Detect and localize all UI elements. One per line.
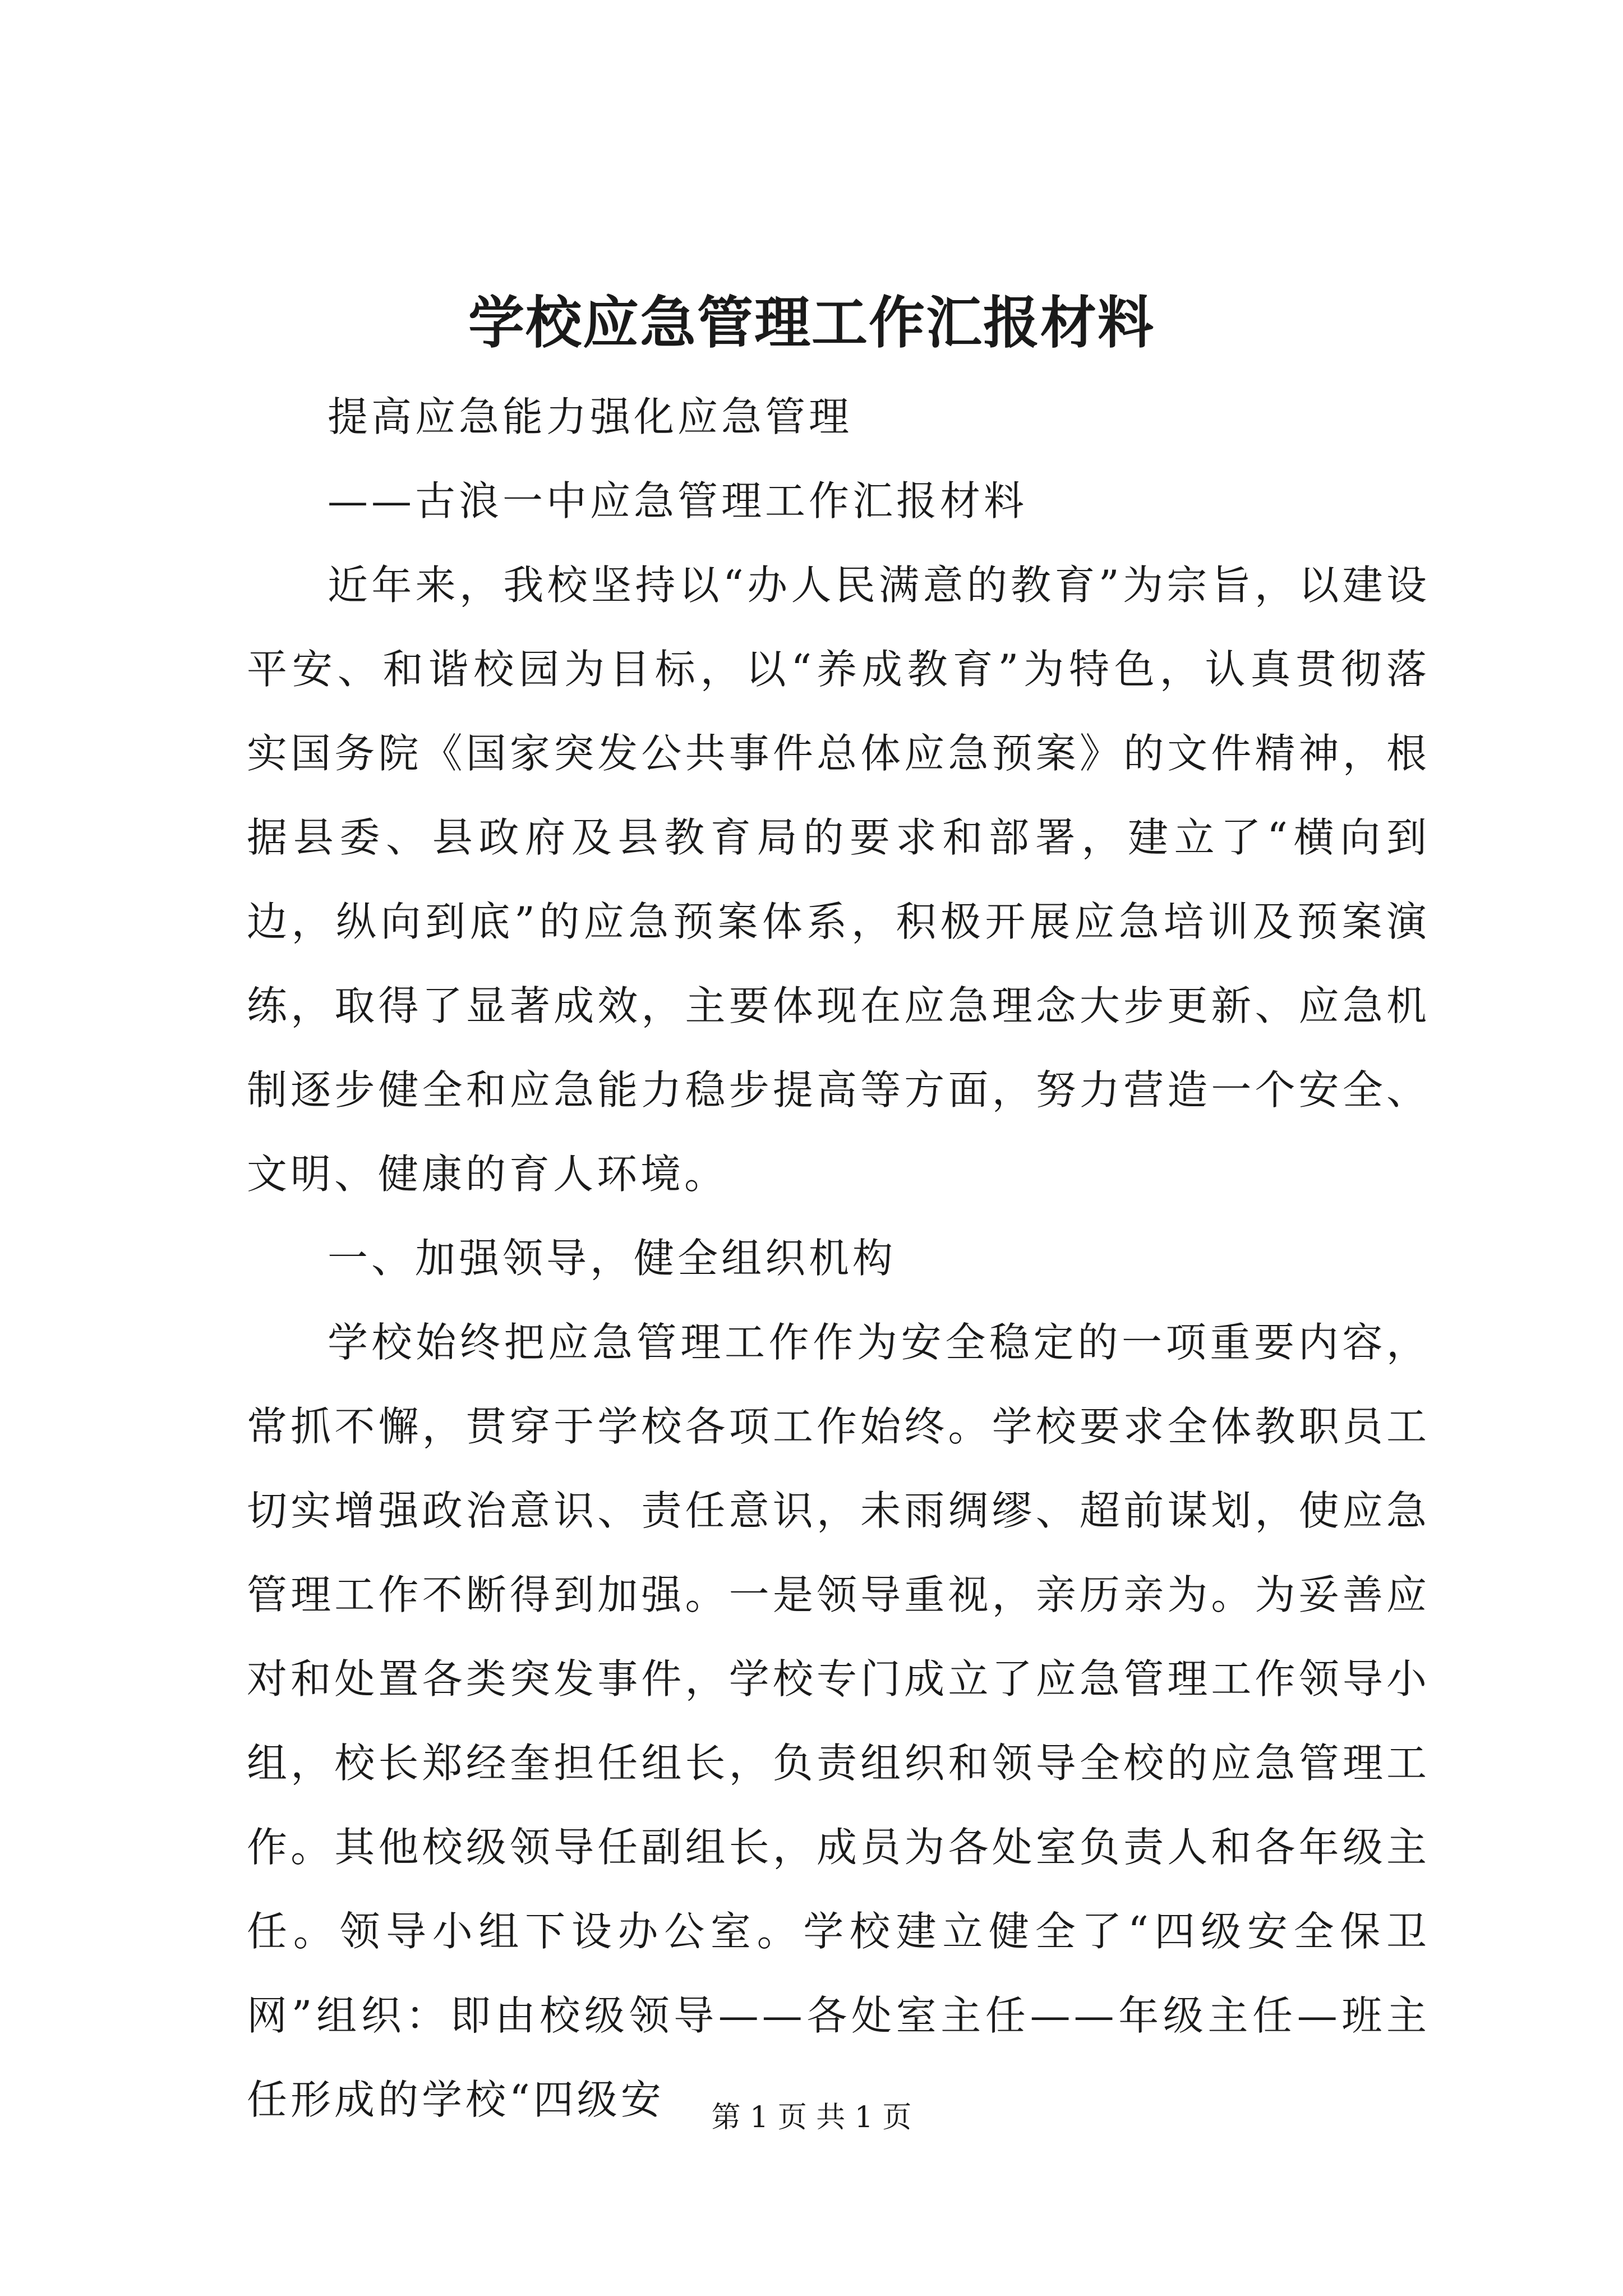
intro-paragraph: 近年来，我校坚持以“办人民满意的教育”为宗旨，以建设平安、和谐校园为目标，以“养成教育”为特色，认真贯彻落实国务院《国家突发公共事件总体应急预案》的文件精神，根据县委、县政府及县教育局的要求和部署，建立了“横向到边，纵向到底”的应急预案体系，积极开展应急培训及预案演练，取得了显著成效，主要体现在应急理念大步更新、应急机制逐步健全和应急能力稳步提高等方面，努力营造一个安全、文明、健康的育人环境。 <box>247 562 1430 1198</box>
subtitle-source-line: ——古浪一中应急管理工作汇报材料 <box>328 477 1028 524</box>
document-title: 学校应急管理工作汇报材料 <box>468 289 1155 356</box>
subtitle-line: 提高应急能力强化应急管理 <box>328 393 853 440</box>
document-body <box>247 375 1430 2142</box>
section-paragraph: 学校始终把应急管理工作作为安全稳定的一项重要内容，常抓不懈，贯穿于学校各项工作始终。学校要求全体教职员工切实增强政治意识、责任意识，未雨绸缪、超前谋划，使应急管理工作不断得到加强。一是领导重视，亲历亲为。为妥善应对和处置各类突发事件，学校专门成立了应急管理工作领导小组，校长郑经奎担任组长，负责组织和领导全校的应急管理工作。其他校级领导任副组长，成员为各处室负责人和各年级主任。领导小组下设办公室。学校建立健全了“四级安全保卫网”组织：即由校级领导——各处室主任——年级主任—班主任形成的学校“四级安 <box>247 1319 1430 2123</box>
section-heading: 一、加强领导，健全组织机构 <box>328 1235 897 1282</box>
page-footer: 第 1 页 共 1 页 <box>711 2101 912 2134</box>
